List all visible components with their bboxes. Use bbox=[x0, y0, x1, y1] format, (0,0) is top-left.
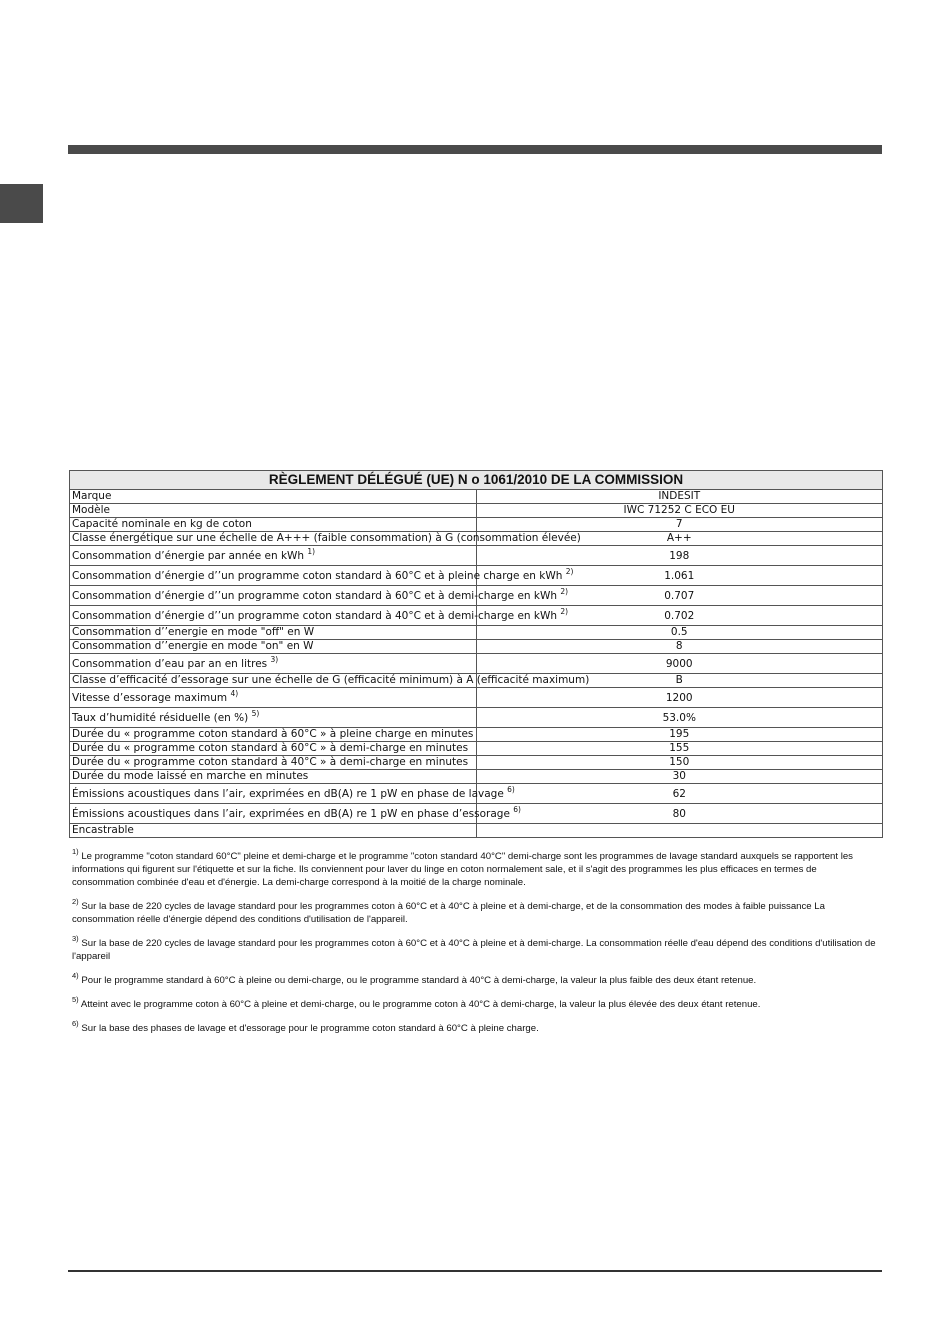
table-title-row bbox=[70, 471, 883, 490]
table-row bbox=[70, 708, 883, 728]
row-label bbox=[70, 606, 569, 626]
row-label bbox=[70, 654, 477, 674]
table-row bbox=[70, 770, 883, 784]
footnote-marker: 2) bbox=[560, 587, 569, 596]
row-label-text: Consommation d’énergie d’’un programme coton standard à 60°C et à demi-charge en kWh bbox=[72, 590, 558, 602]
footnote-number: 5) bbox=[72, 995, 79, 1004]
table-row bbox=[70, 532, 883, 546]
table-row bbox=[70, 742, 883, 756]
row-label-text: Classe d’efficacité d’essorage sur une échelle de G (efficacité minimum) à A (efficacité maximum) bbox=[72, 674, 590, 686]
row-label bbox=[70, 824, 477, 838]
row-value: 198 bbox=[476, 546, 883, 566]
row-value: A++ bbox=[476, 532, 883, 546]
row-value: 8 bbox=[476, 640, 883, 654]
footnote-number: 2) bbox=[72, 897, 79, 906]
row-value: B bbox=[476, 674, 883, 688]
row-label-text: Consommation d’énergie d’’un programme coton standard à 60°C et à pleine charge en kWh bbox=[72, 570, 563, 582]
row-label-text: Durée du mode laissé en marche en minutes bbox=[72, 770, 309, 782]
row-value: 150 bbox=[476, 756, 883, 770]
row-label-text: Classe énergétique sur une échelle de A+++ (faible consommation) à G (consommation élevée) bbox=[72, 532, 581, 544]
footnote-text: Atteint avec le programme coton à 60°C à pleine et demi-charge, ou le programme coton à 40°C à demi-charge, la valeur la plus élevée des deux étant retenue. bbox=[80, 999, 761, 1010]
row-label bbox=[70, 518, 477, 532]
row-label bbox=[70, 784, 515, 804]
row-value: 7 bbox=[476, 518, 883, 532]
row-label-text: Modèle bbox=[72, 504, 110, 516]
row-label-text: Vitesse d’essorage maximum bbox=[72, 692, 228, 704]
row-label-text: Encastrable bbox=[72, 824, 134, 836]
row-label-text: Durée du « programme coton standard à 60°C » à pleine charge en minutes bbox=[72, 728, 474, 740]
row-label-text: Durée du « programme coton standard à 40°C » à demi-charge en minutes bbox=[72, 756, 469, 768]
row-value: 9000 bbox=[476, 654, 883, 674]
row-value: IWC 71252 C ECO EU bbox=[476, 504, 883, 518]
regulation-table bbox=[69, 470, 883, 838]
row-label bbox=[70, 674, 590, 688]
row-label bbox=[70, 688, 477, 708]
footnote-marker: 1) bbox=[307, 547, 316, 556]
row-label-text: Consommation d’’energie en mode "on" en W bbox=[72, 640, 314, 652]
table-row bbox=[70, 728, 883, 742]
row-value: 80 bbox=[476, 804, 883, 824]
table-row bbox=[70, 504, 883, 518]
footnote-text: Sur la base de 220 cycles de lavage standard pour les programmes coton à 60°C et à 40°C à pleine et à demi-charge, et de la consommation des modes à faible puissance La consommation réelle d'énergie dépend des conditions d'utilisation de l'appareil. bbox=[72, 901, 825, 925]
bottom-rule bbox=[68, 1270, 882, 1272]
row-label bbox=[70, 742, 477, 756]
row-label bbox=[70, 490, 477, 504]
row-value: 30 bbox=[476, 770, 883, 784]
table-row bbox=[70, 674, 883, 688]
table-row bbox=[70, 518, 883, 532]
footnote-text: Sur la base des phases de lavage et d'essorage pour le programme coton standard à 60°C à pleine charge. bbox=[81, 1023, 539, 1034]
row-label-text: Consommation d’énergie par année en kWh bbox=[72, 550, 305, 562]
table-row bbox=[70, 626, 883, 640]
row-label-text: Capacité nominale en kg de coton bbox=[72, 518, 252, 530]
row-value: 1200 bbox=[476, 688, 883, 708]
row-label bbox=[70, 804, 521, 824]
row-value: 0.702 bbox=[476, 606, 883, 626]
footnote-number: 1) bbox=[72, 847, 79, 856]
row-label-text: Émissions acoustiques dans l’air, exprimées en dB(A) re 1 pW en phase d’essorage bbox=[72, 808, 510, 820]
row-value: 53.0% bbox=[476, 708, 883, 728]
footnote-number: 6) bbox=[72, 1019, 79, 1028]
row-value: 155 bbox=[476, 742, 883, 756]
footnote-marker: 2) bbox=[560, 607, 569, 616]
row-label-text: Durée du « programme coton standard à 60°C » à demi-charge en minutes bbox=[72, 742, 469, 754]
table-row bbox=[70, 784, 883, 804]
top-rule bbox=[68, 145, 882, 154]
footnote-marker: 6) bbox=[507, 785, 515, 794]
row-label bbox=[70, 586, 569, 606]
footnotes bbox=[72, 847, 878, 1046]
table-row bbox=[70, 756, 883, 770]
table-title: RÈGLEMENT DÉLÉGUÉ (UE) N o 1061/2010 DE LA COMMISSION bbox=[70, 471, 883, 490]
row-label bbox=[70, 626, 477, 640]
footnote bbox=[72, 847, 878, 889]
footnote-text: Pour le programme standard à 60°C à pleine ou demi-charge, ou le programme standard à 40°C à demi-charge, la valeur la plus faible des deux étant retenue. bbox=[81, 975, 757, 986]
row-label-text: Marque bbox=[72, 490, 112, 502]
footnote-number: 4) bbox=[72, 971, 79, 980]
footnote-marker: 6) bbox=[513, 805, 521, 814]
row-label bbox=[70, 708, 477, 728]
language-tab-marker bbox=[0, 184, 43, 223]
footnote-marker: 2) bbox=[565, 567, 574, 576]
row-label bbox=[70, 504, 477, 518]
table-row bbox=[70, 586, 883, 606]
row-label-text: Émissions acoustiques dans l’air, exprimées en dB(A) re 1 pW en phase de lavage bbox=[72, 788, 504, 800]
row-value: 0.707 bbox=[476, 586, 883, 606]
footnote bbox=[72, 897, 878, 926]
row-label bbox=[70, 770, 477, 784]
table-row bbox=[70, 546, 883, 566]
table-row bbox=[70, 606, 883, 626]
footnote-text: Sur la base de 220 cycles de lavage standard pour les programmes coton à 60°C et à 40°C à pleine et à demi-charge. La consommation réelle d'eau dépend des conditions d'utilisation de l'appareil bbox=[72, 938, 876, 962]
row-label-text: Consommation d’eau par an en litres bbox=[72, 658, 268, 670]
row-value: 0.5 bbox=[476, 626, 883, 640]
row-label-text: Consommation d’’energie en mode "off" en W bbox=[72, 626, 315, 638]
footnote-number: 3) bbox=[72, 934, 79, 943]
footnote-marker: 3) bbox=[270, 655, 279, 664]
table-row bbox=[70, 566, 883, 586]
row-value: 195 bbox=[476, 728, 883, 742]
table-row bbox=[70, 490, 883, 504]
footnote bbox=[72, 1019, 878, 1035]
row-value: 1.061 bbox=[476, 566, 883, 586]
table-row bbox=[70, 640, 883, 654]
row-label bbox=[70, 756, 477, 770]
table-row bbox=[70, 688, 883, 708]
row-label bbox=[70, 532, 581, 546]
row-value: INDESIT bbox=[476, 490, 883, 504]
row-label-text: Taux d’humidité résiduelle (en %) bbox=[72, 712, 249, 724]
row-label bbox=[70, 640, 477, 654]
row-label bbox=[70, 566, 574, 586]
footnote bbox=[72, 934, 878, 963]
footnote-marker: 4) bbox=[230, 689, 239, 698]
table-row bbox=[70, 824, 883, 838]
row-label bbox=[70, 546, 477, 566]
table-row bbox=[70, 804, 883, 824]
table-row bbox=[70, 654, 883, 674]
footnote-text: Le programme "coton standard 60°C" pleine et demi-charge et le programme "coton standard 40°C" demi-charge sont les programmes de lavage standard auxquels se rapportent les informations qui figurent sur l'étiquette et sur la fiche. Ils conviennent pour laver du linge en coton normalement sale, et il s'agit des programmes les plus efficaces en termes de consommation combinée d'eau et d'énergie. La demi-charge correspond à la moitié de la charge nominale. bbox=[72, 851, 853, 888]
row-value: 62 bbox=[476, 784, 883, 804]
footnote bbox=[72, 995, 878, 1011]
footnote bbox=[72, 971, 878, 987]
row-label bbox=[70, 728, 477, 742]
footnote-marker: 5) bbox=[251, 709, 260, 718]
row-value bbox=[476, 824, 883, 838]
row-label-text: Consommation d’énergie d’’un programme coton standard à 40°C et à demi-charge en kWh bbox=[72, 610, 558, 622]
